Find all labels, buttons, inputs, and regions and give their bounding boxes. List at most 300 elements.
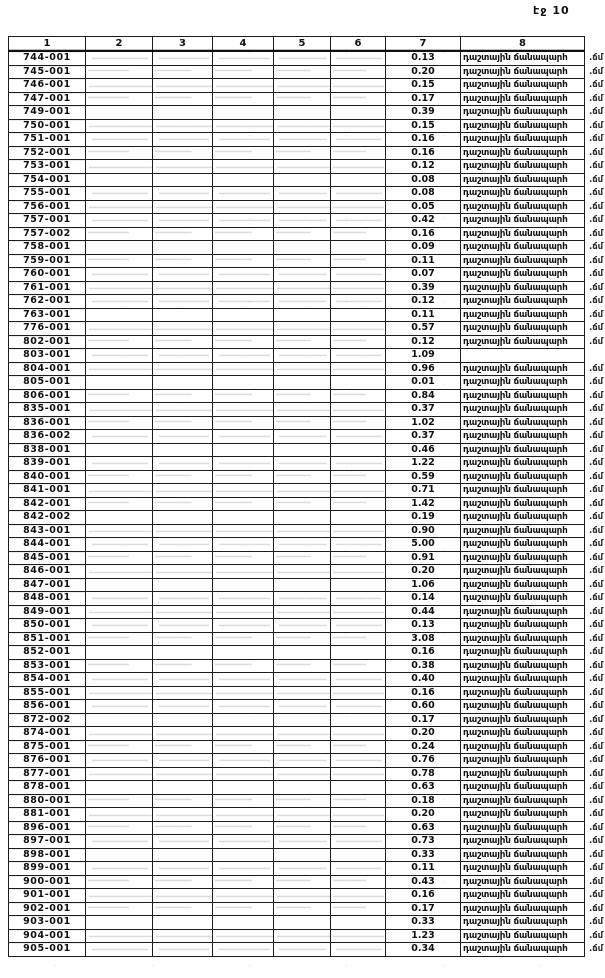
edge-text: .ճմ [589,255,604,266]
table-row [9,92,605,106]
cell-empty [331,619,386,633]
table-row [9,862,605,876]
edge-text: .ճմ [589,579,604,590]
cell-id: 753-001 [9,160,86,174]
cell-id: 842-001 [9,497,86,511]
table-row [9,767,605,781]
cell-empty [153,65,213,79]
edge-text: .ճմ [589,795,604,806]
cell-id: 847-001 [9,578,86,592]
cell-id: 901-001 [9,889,86,903]
cell-empty [153,659,213,673]
cell-empty [213,902,274,916]
cell-area: 0.16 [386,227,461,241]
column-header: 8 [461,37,585,52]
table-row [9,457,605,471]
cell-empty [331,403,386,417]
cell-empty [153,430,213,444]
cell-empty [86,848,153,862]
table-row [9,565,605,579]
cell-empty [331,659,386,673]
cell-id: 752-001 [9,146,86,160]
cell-empty [213,308,274,322]
cell-empty [86,754,153,768]
cell-id: 746-001 [9,79,86,93]
edge-text: .ճմ [589,822,604,833]
cell-empty [86,295,153,309]
cell-landuse: դաշտային ճանապարհ [461,146,585,160]
cell-empty [331,430,386,444]
cell-empty [86,673,153,687]
cell-empty [86,200,153,214]
cell-empty [153,875,213,889]
cell-landuse: դաշտային ճանապարհ [461,673,585,687]
cell-area: 0.63 [386,821,461,835]
cell-empty [274,241,331,255]
cell-empty [153,119,213,133]
cell-id: 854-001 [9,673,86,687]
cell-id: 763-001 [9,308,86,322]
cell-landuse: դաշտային ճանապարհ [461,430,585,444]
cell-empty [86,686,153,700]
cell-landuse: դաշտային ճանապարհ [461,65,585,79]
cell-empty [331,349,386,363]
column-header: 7 [386,37,461,52]
cell-landuse: դաշտային ճանապարհ [461,106,585,120]
table-row [9,943,605,957]
cell-empty [213,79,274,93]
cell-empty [213,484,274,498]
cell-area: 0.33 [386,916,461,930]
edge-text: .ճմ [589,930,604,941]
cell-area: 0.16 [386,646,461,660]
cell-empty [153,295,213,309]
cell-empty [86,146,153,160]
cell-area: 0.84 [386,389,461,403]
cell-empty [274,511,331,525]
cell-empty [86,902,153,916]
cell-empty [153,173,213,187]
cell-area: 0.76 [386,754,461,768]
cell-empty [153,106,213,120]
cell-empty [213,322,274,336]
cell-empty [213,349,274,363]
table-row [9,659,605,673]
cell-id: 896-001 [9,821,86,835]
cell-empty [331,794,386,808]
cell-id: 874-001 [9,727,86,741]
cell-empty [153,146,213,160]
cell-empty [331,281,386,295]
cell-id: 877-001 [9,767,86,781]
cell-landuse: դաշտային ճանապարհ [461,187,585,201]
cell-landuse: դաշտային ճանապարհ [461,443,585,457]
table-row [9,605,605,619]
cell-empty [274,443,331,457]
cell-empty [274,767,331,781]
table-row [9,106,605,120]
cell-id: 848-001 [9,592,86,606]
cell-empty [86,632,153,646]
cell-empty [274,227,331,241]
cell-empty [86,916,153,930]
table-row [9,484,605,498]
cell-empty [274,106,331,120]
cell-empty [86,605,153,619]
cell-empty [213,470,274,484]
cell-area: 0.24 [386,740,461,754]
cell-landuse: դաշտային ճանապարհ [461,173,585,187]
edge-text: .ճմ [589,917,604,927]
cell-empty [274,268,331,282]
cell-empty [274,794,331,808]
cell-empty [213,929,274,943]
edge-text: .ճմ [589,647,604,657]
cell-landuse: դաշտային ճանապարհ [461,254,585,268]
cell-empty [331,295,386,309]
edge-text: .ճմ [589,323,604,333]
cell-landuse: դաշտային ճանապարհ [461,646,585,660]
cell-area: 0.96 [386,362,461,376]
cell-empty [213,187,274,201]
cell-empty [213,376,274,390]
cell-area: 0.11 [386,308,461,322]
table-row [9,443,605,457]
cell-empty [153,214,213,228]
cell-empty [331,700,386,714]
cell-empty [331,308,386,322]
table-row [9,821,605,835]
cell-empty [331,862,386,876]
cell-area: 0.12 [386,160,461,174]
cell-empty [86,362,153,376]
cell-empty [274,349,331,363]
edge-text: .ճմ [589,188,604,198]
cell-id: 750-001 [9,119,86,133]
cell-empty [213,619,274,633]
cell-id: 897-001 [9,835,86,849]
cell-id: 838-001 [9,443,86,457]
cell-empty [86,781,153,795]
table-row [9,308,605,322]
cell-empty [213,146,274,160]
cell-area: 5.00 [386,538,461,552]
cell-empty [331,713,386,727]
edge-text: .ճմ [589,174,604,185]
cell-area: 0.13 [386,619,461,633]
cell-area: 1.02 [386,416,461,430]
cell-landuse: դաշտային ճանապարհ [461,484,585,498]
cell-area: 0.07 [386,268,461,282]
cell-empty [274,592,331,606]
cell-empty [153,187,213,201]
cell-empty [331,173,386,187]
cell-id: 758-001 [9,241,86,255]
table-row [9,889,605,903]
cadastre-table [8,36,605,957]
cell-empty [153,767,213,781]
cell-area: 0.63 [386,781,461,795]
edge-text: .ճմ [589,714,604,725]
cell-empty [331,416,386,430]
cell-landuse: դաշտային ճանապարհ [461,376,585,390]
cell-area: 0.09 [386,241,461,255]
table-row [9,727,605,741]
cell-empty [213,295,274,309]
cell-empty [331,146,386,160]
cell-id: 899-001 [9,862,86,876]
table-row [9,673,605,687]
cell-empty [331,848,386,862]
cell-landuse: դաշտային ճանապարհ [461,875,585,889]
cell-empty [86,524,153,538]
cell-empty [274,376,331,390]
cell-landuse: դաշտային ճանապարհ [461,389,585,403]
cell-empty [331,106,386,120]
cell-empty [86,443,153,457]
cell-empty [153,632,213,646]
cell-empty [274,646,331,660]
cell-landuse: դաշտային ճանապարհ [461,862,585,876]
cell-id: 802-001 [9,335,86,349]
cell-empty [153,227,213,241]
cell-empty [86,538,153,552]
edge-text: .ճմ [589,282,604,293]
cell-area: 0.20 [386,65,461,79]
cell-empty [274,457,331,471]
cell-empty [213,862,274,876]
cell-empty [86,713,153,727]
cell-empty [213,700,274,714]
cell-empty [153,457,213,471]
edge-text: .ճմ [589,836,604,846]
cell-id: 840-001 [9,470,86,484]
cell-empty [213,889,274,903]
table-row [9,295,605,309]
cell-id: 747-001 [9,92,86,106]
edge-gutter [585,37,605,52]
header-row [9,37,605,52]
cell-empty [213,673,274,687]
cell-empty [331,322,386,336]
cell-area: 0.39 [386,281,461,295]
cell-empty [331,808,386,822]
table-row [9,713,605,727]
table-row [9,335,605,349]
cell-empty [331,686,386,700]
cell-area: 1.06 [386,578,461,592]
table-row [9,551,605,565]
cell-empty [331,929,386,943]
cell-empty [86,889,153,903]
cell-landuse: դաշտային ճանապարհ [461,470,585,484]
cell-empty [274,389,331,403]
cell-empty [331,551,386,565]
edge-text: .ճմ [589,52,604,63]
cell-empty [86,106,153,120]
edge-text: .ճմ [589,80,604,90]
cell-empty [86,457,153,471]
cell-empty [213,106,274,120]
cell-empty [274,713,331,727]
edge-text: .ճմ [589,525,604,536]
cell-empty [153,605,213,619]
cell-area: 0.20 [386,565,461,579]
cell-empty [153,808,213,822]
cell-empty [153,322,213,336]
edge-text: .ճմ [589,539,604,549]
cell-landuse: դաշտային ճանապարհ [461,362,585,376]
edge-text [585,349,605,363]
cell-empty [213,605,274,619]
edge-text: .ճմ [589,687,604,698]
edge-text: .ճմ [589,566,604,576]
cell-empty [213,51,274,65]
cell-landuse: դաշտային ճանապարհ [461,241,585,255]
table-row [9,808,605,822]
cell-empty [213,592,274,606]
table-row [9,51,605,65]
table-row [9,592,605,606]
cell-landuse: դաշտային ճանապարհ [461,92,585,106]
cell-landuse: դաշտային ճանապարհ [461,727,585,741]
cell-id: 852-001 [9,646,86,660]
cell-area: 0.11 [386,254,461,268]
table-row [9,65,605,79]
cell-id: 836-002 [9,430,86,444]
cell-empty [274,430,331,444]
cell-empty [274,605,331,619]
cell-landuse: դաշտային ճանապարհ [461,133,585,147]
cell-empty [213,511,274,525]
table-row [9,686,605,700]
cell-empty [86,254,153,268]
table-row [9,254,605,268]
cell-empty [86,821,153,835]
cell-empty [331,376,386,390]
cell-area: 0.01 [386,376,461,390]
cell-empty [213,551,274,565]
cell-empty [213,578,274,592]
cell-empty [153,79,213,93]
cell-id: 902-001 [9,902,86,916]
cell-empty [274,943,331,957]
cell-id: 903-001 [9,916,86,930]
cell-id: 745-001 [9,65,86,79]
cell-landuse: դաշտային ճանապարհ [461,902,585,916]
cell-empty [213,443,274,457]
cell-empty [331,767,386,781]
cell-empty [274,119,331,133]
edge-text: .ճմ [589,755,604,765]
cell-area: 0.11 [386,862,461,876]
cell-area: 0.59 [386,470,461,484]
cell-empty [153,565,213,579]
cell-empty [153,551,213,565]
cell-empty [331,497,386,511]
edge-text: .ճմ [589,485,604,495]
cell-empty [153,889,213,903]
cell-empty [153,497,213,511]
cell-empty [213,524,274,538]
table-row [9,281,605,295]
cell-empty [274,362,331,376]
cell-empty [86,227,153,241]
cell-empty [153,416,213,430]
cell-empty [274,619,331,633]
cell-empty [331,578,386,592]
cell-id: 805-001 [9,376,86,390]
cell-empty [153,700,213,714]
table-row [9,160,605,174]
cell-id: 872-002 [9,713,86,727]
cell-id: 744-001 [9,51,86,65]
cell-empty [331,457,386,471]
edge-text: .ճմ [589,309,604,320]
cell-area: 0.16 [386,133,461,147]
edge-text: .ճմ [589,296,604,306]
column-header: 3 [153,37,213,52]
cell-empty [213,403,274,417]
cell-id: 881-001 [9,808,86,822]
cell-empty [331,200,386,214]
cell-empty [86,929,153,943]
cell-empty [86,565,153,579]
column-header: 2 [86,37,153,52]
cell-id: 804-001 [9,362,86,376]
cell-id: 751-001 [9,133,86,147]
cell-area: 0.73 [386,835,461,849]
edge-text: .ճմ [589,390,604,401]
table-row [9,214,605,228]
cell-landuse: դաշտային ճանապարհ [461,308,585,322]
cell-landuse: դաշտային ճանապարհ [461,322,585,336]
cell-empty [153,200,213,214]
cell-landuse: դաշտային ճանապարհ [461,929,585,943]
cell-empty [331,214,386,228]
cell-empty [86,646,153,660]
cell-empty [86,700,153,714]
cell-empty [331,740,386,754]
cell-empty [274,754,331,768]
table-row [9,511,605,525]
edge-text: .ճմ [589,336,604,347]
cell-empty [331,821,386,835]
cell-empty [213,65,274,79]
cell-empty [153,686,213,700]
edge-text: .ճմ [589,768,604,779]
cell-empty [331,362,386,376]
cell-empty [274,538,331,552]
cell-empty [213,835,274,849]
edge-text: .ճմ [589,404,604,414]
edge-text: .ճմ [589,242,604,252]
table-row [9,578,605,592]
table-row [9,227,605,241]
cell-empty [213,754,274,768]
cell-landuse: դաշտային ճանապարհ [461,619,585,633]
edge-text: .ճմ [589,363,604,374]
cell-empty [153,862,213,876]
cell-empty [213,538,274,552]
cell-empty [153,349,213,363]
page-number-label: էջ 10 [533,4,570,17]
cell-empty [86,65,153,79]
cell-empty [153,524,213,538]
cell-empty [213,767,274,781]
cell-landuse: դաշտային ճանապարհ [461,578,585,592]
cell-empty [274,484,331,498]
